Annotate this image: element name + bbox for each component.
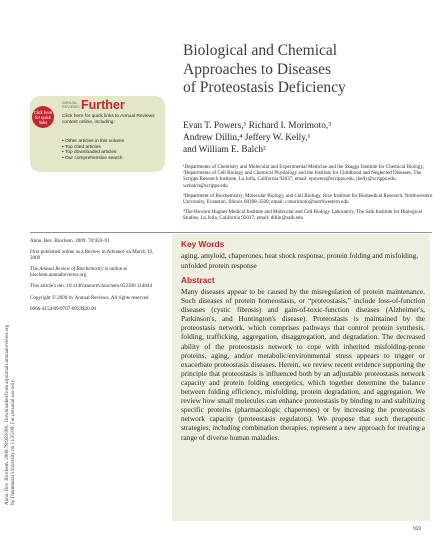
affiliations — [183, 164, 433, 226]
abstract-heading: Abstract — [181, 275, 215, 285]
keywords-heading: Key Words — [181, 239, 225, 249]
doi: This article's doi: 10.1146/annurev.biochem.052308.114844 — [30, 283, 153, 290]
title-line-3: of Proteostasis Deficiency — [183, 79, 346, 97]
keywords-text: aging, amyloid, chaperones, heat shock response, protein folding and misfolding, unfolded protein response — [181, 251, 419, 270]
further-link-top-downloaded[interactable]: • Top downloaded articles — [62, 150, 124, 156]
title-line-1: Biological and Chemical — [183, 42, 338, 59]
issn: 0066-4154/09/0707-0959$20.00 — [30, 305, 97, 312]
first-published: First published online as a Review in Advance on March 19, 2009 — [30, 249, 154, 262]
further-intro: Click here for quick links to Annual Reviews content online, including: — [62, 114, 155, 125]
authors-line-2: Andrew Dillin,⁴ Jeffery W. Kelly,¹ — [183, 133, 311, 143]
annual-reviews-label: ANNUAL REVIEWS — [62, 101, 80, 110]
article-metadata — [30, 238, 155, 317]
title-line-2: Approaches to Diseases — [183, 60, 332, 78]
copyright: Copyright © 2009 by Annual Reviews. All rights reserved — [30, 294, 149, 301]
further-links — [62, 139, 124, 162]
journal-name: Annual Review of Biochemistry — [39, 266, 104, 273]
further-link-other-articles[interactable]: • Other articles in this volume — [62, 139, 124, 145]
download-notice — [4, 150, 18, 505]
further-box[interactable] — [30, 96, 165, 172]
page-number: 959 — [413, 526, 422, 532]
authors-line-3: and William E. Balch² — [183, 145, 266, 155]
download-notice-line-2: by Thammasat University on 11/25/09. For personal use only. — [10, 379, 17, 505]
further-link-search[interactable]: • Our comprehensive search — [62, 156, 124, 162]
affiliation-1: ¹Departments of Chemistry and Molecular and Experimental Medicine and the Skaggs Institute for Chemical Biology, ²Departments of Cell Biology and Chemical Physiology and the Institute for Childhood and Neglected Diseases, The Scripps Research Institute, La Jolla, California 92037; email: epowers@scripps.edu, jkelly@scripps.edu, webalch@scripps.edu — [183, 164, 424, 189]
affiliation-3: ⁴The Howard Hughes Medical Institute and Molecular and Cell Biology Laboratory, The Salk Institute for Biological Studies, La Jolla, California 92037; email: dillin@salk.edu — [183, 209, 423, 222]
author-list — [183, 120, 428, 156]
affiliation-2: ³Department of Biochemistry, Molecular Biology, and Cell Biology, Rice Institute for Biomedical Research, Northwestern University, Evanston, Illinois 60208-3500; email: r-morimoto@northwestern.edu — [183, 192, 433, 206]
online-statement: The Annual Review of Biochemistry is online at biochem.annualreviews.org — [30, 266, 127, 279]
divider — [30, 232, 432, 233]
further-word: Further — [81, 98, 125, 112]
click-arrow-icon[interactable]: Click here for quick links — [32, 106, 54, 128]
citation: Annu. Rev. Biochem. 2009. 78:959–91 — [30, 238, 110, 244]
further-link-top-cited[interactable]: • Top cited articles — [62, 145, 124, 151]
authors-line-1: Evan T. Powers,¹ Richard I. Morimoto,³ — [183, 121, 332, 131]
download-notice-line-1: Annu. Rev. Biochem. 2009.78:959-991. Downloaded from arjournals.annualreviews.org — [4, 324, 10, 505]
article-title — [183, 42, 423, 98]
abstract-text: Many diseases appear to be caused by the misregulation of protein maintenance. Such diseases of protein homeostasis, or “proteostasis,” include loss-of-function diseases (cystic fibrosis) and gain-of-toxic-function diseases (Alzheimer's, Parkinson's, and Huntington's disease). Proteostasis is maintained by the proteostasis network, which comprises pathways that control protein synthesis, folding, trafficking, aggregation, disaggregation, and degradation. The decreased ability of the proteostasis network to cope with inherited misfolding-prone proteins, aging, and/or metabolic/environmental stress appears to trigger or exacerbate proteostasis diseases. Herein, we review recent evidence supporting the principle that proteostasis is influenced both by an adjustable proteostasis network capacity and protein folding energetics, which together determine the balance between folding efficiency, misfolding, protein degradation, and aggregation. We review how small molecules can enhance proteostasis by binding to and stabilizing specific proteins (pharmacologic chaperones) or by increasing the proteostasis network capacity (proteostasis regulators). We propose that such therapeutic strategies, including combination therapies, represent a new approach for treating a range of diverse human maladies. — [181, 287, 425, 442]
